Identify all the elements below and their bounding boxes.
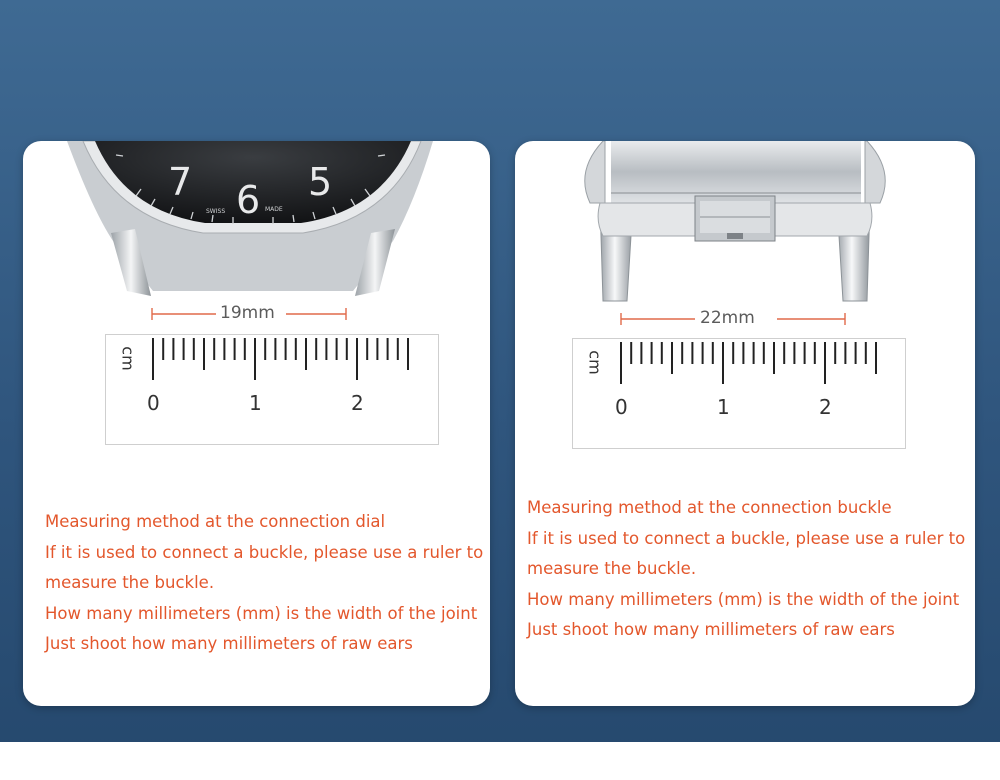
measurement-label: 22mm: [696, 308, 759, 328]
ruler-number-0: 0: [615, 395, 628, 419]
ruler-number-2: 2: [351, 391, 364, 415]
measurement-label: 19mm: [216, 303, 279, 323]
ruler-unit-label: cm: [585, 350, 605, 375]
description-line-3: measure the buckle.: [45, 573, 215, 592]
ruler-unit-label: cm: [118, 346, 138, 371]
description-line-3: measure the buckle.: [527, 559, 697, 578]
ruler-number-0: 0: [147, 391, 160, 415]
description-line-4: How many millimeters (mm) is the width of the joint: [45, 603, 478, 623]
ruler-ticks: [573, 339, 905, 448]
dial-number-7: 7: [168, 160, 193, 204]
ruler: [105, 334, 439, 445]
ruler-ticks: [106, 335, 438, 444]
left-card-dial-method: [23, 141, 490, 706]
description-text: [45, 507, 483, 660]
description-line-2: If it is used to connect a buckle, please use a ruler to: [45, 542, 484, 562]
description-text: [527, 493, 965, 646]
ruler: [572, 338, 906, 449]
right-card-buckle-method: [515, 141, 975, 706]
description-line-5: Just shoot how many millimeters of raw ears: [45, 634, 413, 653]
bottom-band: [0, 742, 1000, 780]
ruler-number-1: 1: [717, 395, 730, 419]
dial-number-5: 5: [308, 160, 333, 204]
description-line-5: Just shoot how many millimeters of raw ears: [527, 620, 895, 639]
dial-number-6: 6: [236, 178, 261, 222]
description-line-1: Measuring method at the connection buckle: [527, 498, 892, 517]
description-line-2: If it is used to connect a buckle, please use a ruler to: [527, 528, 966, 548]
dial-swiss-text: SWISS: [206, 208, 226, 215]
ruler-number-1: 1: [249, 391, 262, 415]
description-line-4: How many millimeters (mm) is the width of the joint: [527, 589, 960, 609]
ruler-number-2: 2: [819, 395, 832, 419]
dial-made-text: MADE: [265, 206, 283, 213]
description-line-1: Measuring method at the connection dial: [45, 512, 386, 531]
